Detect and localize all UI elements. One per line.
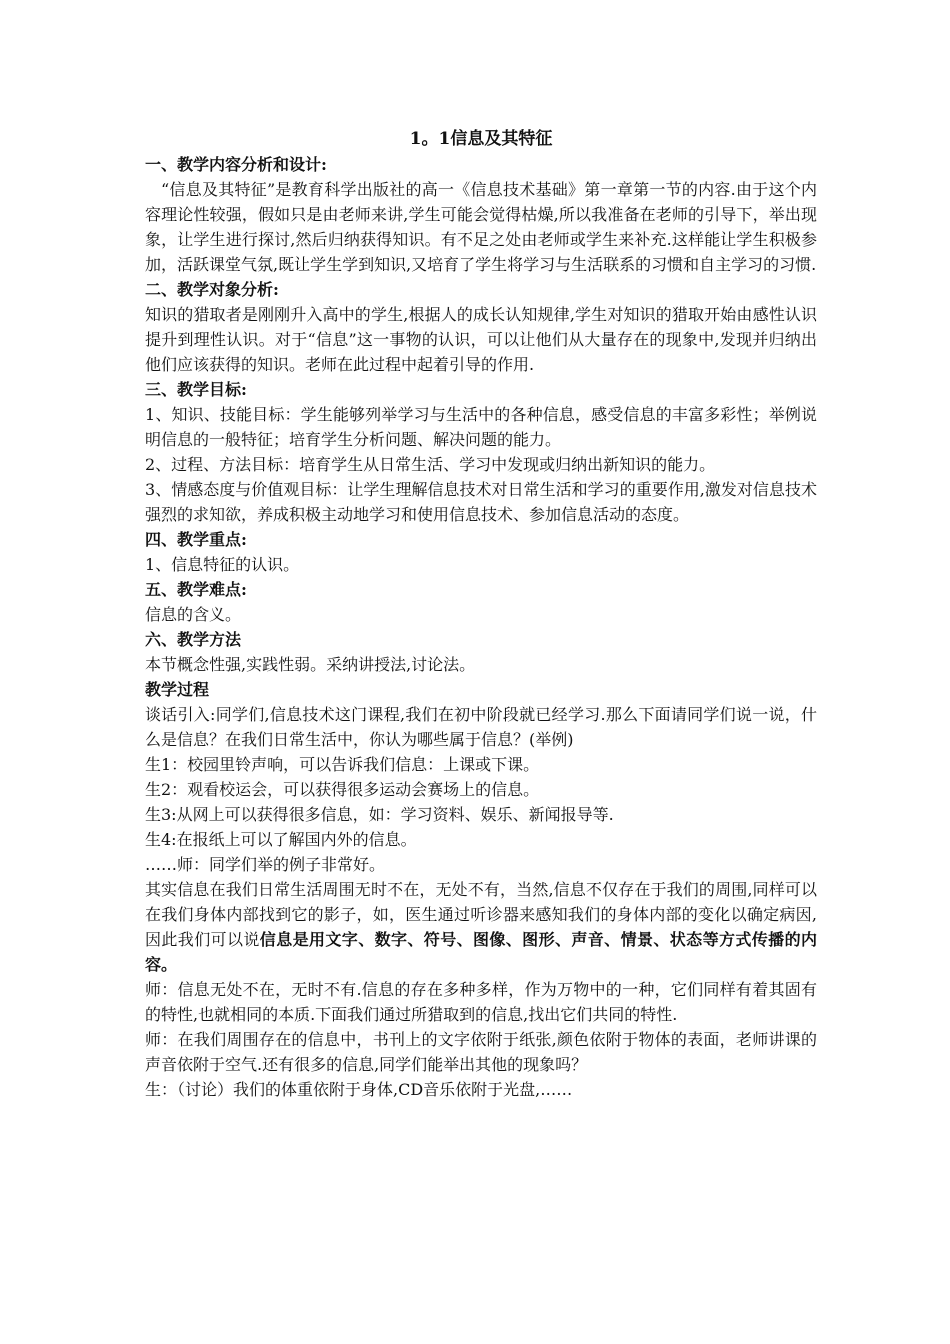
definition-lead-text: 其实信息在我们日常生活周围无时不在，无处不有，当然,信息不仅存在于我们的周围,同样可以在我们身体内部找到它的影子，如，医生通过听诊器来感知我们的身体内部的变化以确定病因,因此我们可以说 [145, 880, 817, 949]
teacher-remark-2: 师：信息无处不在，无时不有.信息的存在多种多样，作为万物中的一种，它们同样有着其固有的特性,也就相同的本质.下面我们通过所猎取到的信息,找出它们共同的特性. [145, 980, 817, 1024]
definition-bold-text: 信息是用文字、数字、符号、图像、图形、声音、情景、状态等方式传播的内容。 [145, 930, 817, 974]
goal-process-method: 2、过程、方法目标：培育学生从日常生活、学习中发现或归纳出新知识的能力。 [145, 455, 716, 474]
teacher-remark-1: ……师：同学们举的例子非常好。 [145, 855, 386, 874]
student-answer-1: 生1：校园里铃声响，可以告诉我们信息：上课或下课。 [145, 755, 540, 774]
section-2-text: 知识的猎取者是刚刚升入高中的学生,根据人的成长认知规律,学生对知识的猎取开始由感性认识提升到理性认识。对于“信息”这一事物的认识，可以让他们从大量存在的现象中,发现并归纳出他们应该获得的知识。老师在此过程中起着引导的作用. [145, 305, 817, 374]
section-5-text: 信息的含义。 [145, 605, 242, 624]
intro-paragraph: 谈话引入:同学们,信息技术这门课程,我们在初中阶段就已经学习.那么下面请同学们说一说，什么是信息？在我们日常生活中，你认为哪些属于信息？(举例) [145, 705, 817, 749]
student-answer-3: 生3:从网上可以获得很多信息，如：学习资料、娱乐、新闻报导等. [145, 805, 614, 824]
section-4-heading: 四、教学重点: [145, 530, 247, 549]
section-1-heading: 一、教学内容分析和设计: [145, 155, 327, 174]
section-5-heading: 五、教学难点: [145, 580, 247, 599]
section-7-heading: 教学过程 [145, 680, 210, 699]
section-6-heading: 六、教学方法 [145, 630, 242, 649]
document-title: 1。1信息及其特征 [409, 129, 553, 149]
definition-paragraph [145, 877, 817, 977]
teacher-remark-3: 师：在我们周围存在的信息中，书刊上的文字依附于纸张,颜色依附于物体的表面，老师讲课的声音依附于空气.还有很多的信息,同学们能举出其他的现象吗？ [145, 1030, 817, 1074]
section-6-text: 本节概念性强,实践性弱。采纳讲授法,讨论法。 [145, 655, 476, 674]
student-answer-4: 生4:在报纸上可以了解国内外的信息。 [145, 830, 417, 849]
section-3-heading: 三、教学目标: [145, 380, 247, 399]
document-page [145, 126, 817, 1102]
section-2-heading: 二、教学对象分析: [145, 280, 279, 299]
section-4-text: 1、信息特征的认识。 [145, 555, 300, 574]
student-answer-2: 生2：观看校运会，可以获得很多运动会赛场上的信息。 [145, 780, 540, 799]
goal-knowledge-skills: 1、知识、技能目标：学生能够列举学习与生活中的各种信息，感受信息的丰富多彩性；举例说明信息的一般特征；培育学生分析问题、解决问题的能力。 [145, 405, 817, 449]
goal-emotion-values: 3、情感态度与价值观目标：让学生理解信息技术对日常生活和学习的重要作用,激发对信息技术强烈的求知欲，养成积极主动地学习和使用信息技术、参加信息活动的态度。 [145, 480, 817, 524]
section-1-text: “信息及其特征”是教育科学出版社的高一《信息技术基础》第一章第一节的内容.由于这个内容理论性较强，假如只是由老师来讲,学生可能会觉得枯燥,所以我准备在老师的引导下，举出现象，让学生进行探讨,然后归纳获得知识。有不足之处由老师或学生来补充.这样能让学生积极参加，活跃课堂气氛,既让学生学到知识,又培育了学生将学习与生活联系的习惯和自主学习的习惯. [145, 180, 817, 274]
student-answer-5: 生：（讨论）我们的体重依附于身体,CD音乐依附于光盘,…… [145, 1080, 573, 1099]
